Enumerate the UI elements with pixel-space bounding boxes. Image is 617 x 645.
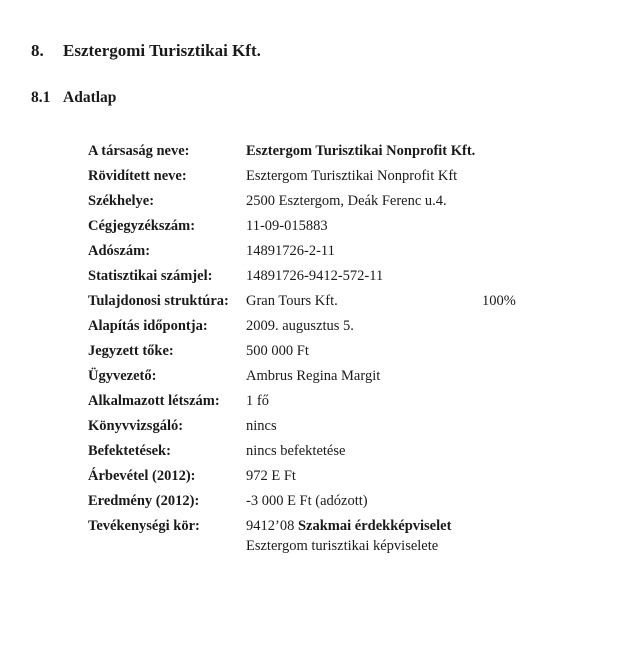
row-company-name	[88, 143, 548, 168]
row-ownership-structure	[88, 293, 548, 318]
activity-description: Esztergom turisztikai képviselete	[246, 538, 439, 554]
row-value: Gran Tours Kft.	[246, 293, 338, 309]
row-label: Jegyzett tőke:	[88, 343, 174, 359]
row-value: 14891726-9412-572-11	[246, 268, 384, 284]
row-label: Tevékenységi kör:	[88, 518, 200, 534]
row-value: Ambrus Regina Margit	[246, 368, 381, 384]
row-tax-number	[88, 243, 548, 268]
row-label: Eredmény (2012):	[88, 493, 200, 509]
subsection-title: Adatlap	[63, 89, 117, 106]
row-value: Esztergom Turisztikai Nonprofit Kft.	[246, 143, 476, 159]
row-value: 11-09-015883	[246, 218, 328, 234]
row-value	[246, 518, 451, 555]
row-scope-of-activity	[88, 518, 548, 564]
row-label: Statisztikai számjel:	[88, 268, 213, 284]
row-label: Alapítás időpontja:	[88, 318, 208, 334]
row-label: Rövidített neve:	[88, 168, 187, 184]
row-result	[88, 493, 548, 518]
row-label: Befektetések:	[88, 443, 171, 459]
row-investments	[88, 443, 548, 468]
row-label: Tulajdonosi struktúra:	[88, 293, 229, 309]
row-label: Alkalmazott létszám:	[88, 393, 220, 409]
section-title: Esztergomi Turisztikai Kft.	[63, 41, 261, 60]
row-label: Adószám:	[88, 243, 151, 259]
row-value: 972 E Ft	[246, 468, 296, 484]
row-short-name	[88, 168, 548, 193]
company-datasheet	[88, 143, 548, 564]
row-value: 2500 Esztergom, Deák Ferenc u.4.	[246, 193, 447, 209]
section-number: 8.	[31, 41, 44, 60]
row-label: Ügyvezető:	[88, 368, 157, 384]
row-employee-count	[88, 393, 548, 418]
row-label: Árbevétel (2012):	[88, 468, 196, 484]
row-value: Esztergom Turisztikai Nonprofit Kft	[246, 168, 458, 184]
ownership-percentage: 100%	[482, 293, 516, 309]
row-value: -3 000 E Ft (adózott)	[246, 493, 368, 509]
row-revenue	[88, 468, 548, 493]
row-managing-director	[88, 368, 548, 393]
subsection-heading	[31, 89, 116, 107]
row-share-capital	[88, 343, 548, 368]
row-statistical-number	[88, 268, 548, 293]
row-label: Könyvvizsgáló:	[88, 418, 184, 434]
section-heading	[31, 41, 261, 61]
row-label: A társaság neve:	[88, 143, 190, 159]
row-auditor	[88, 418, 548, 443]
row-value: nincs	[246, 418, 277, 434]
row-label: Székhelye:	[88, 193, 155, 209]
activity-name: Szakmai érdekképviselet	[297, 518, 452, 534]
row-founding-date	[88, 318, 548, 343]
row-value: 14891726-2-11	[246, 243, 335, 259]
row-registration-number	[88, 218, 548, 243]
row-value: 2009. augusztus 5.	[246, 318, 354, 334]
row-value: 1 fő	[246, 393, 269, 409]
row-value: 500 000 Ft	[246, 343, 309, 359]
activity-code: 9412’08	[246, 518, 295, 534]
subsection-number: 8.1	[31, 89, 51, 106]
row-label: Cégjegyzékszám:	[88, 218, 196, 234]
row-seat	[88, 193, 548, 218]
row-value: nincs befektetése	[246, 443, 346, 459]
